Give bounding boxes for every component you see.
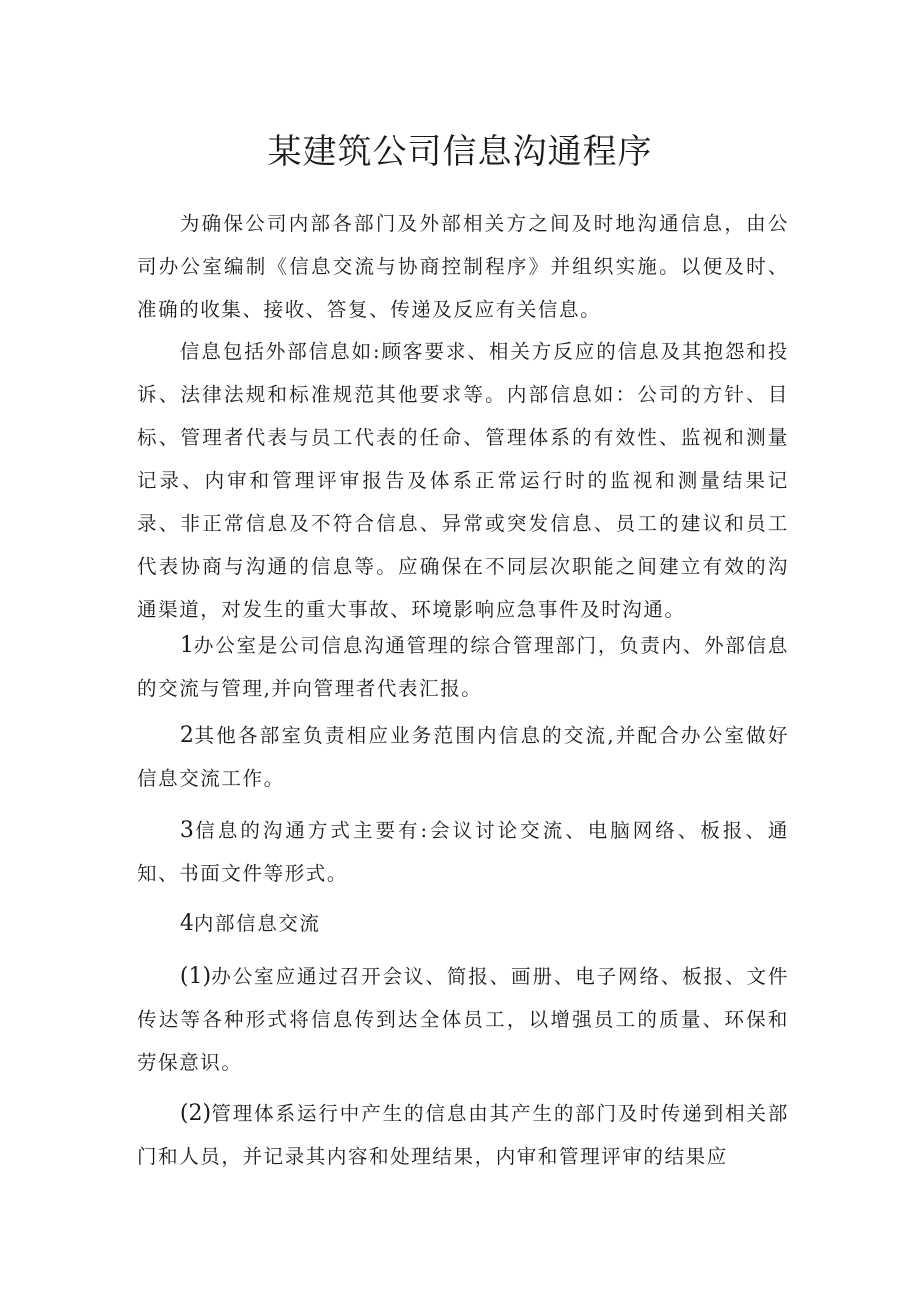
paragraph-text: 为确保公司内部各部门及外部相关方之间及时地沟通信息，由公司办公室编制《信息交流与协商控制程序》并组织实施。以便及时、准确的收集、接收、答复、传递及反应有关信息。 bbox=[137, 212, 789, 321]
item-number: 1 bbox=[179, 633, 194, 658]
item-number: 2 bbox=[179, 723, 194, 748]
paragraph-item-4-1 bbox=[137, 955, 789, 1084]
document-title: 某建筑公司信息沟通程序 bbox=[267, 132, 653, 172]
paragraph-item-3 bbox=[137, 809, 789, 895]
paragraph-purpose bbox=[137, 202, 789, 331]
paragraph-text: 办公室是公司信息沟通管理的综合管理部门，负责内、外部信息的交流与管理,并向管理者代表汇报。 bbox=[137, 634, 789, 700]
paragraph-information-scope bbox=[137, 330, 789, 631]
paragraph-item-4-2 bbox=[137, 1092, 789, 1178]
paragraph-item-2 bbox=[137, 714, 789, 800]
item-number: (1) bbox=[179, 964, 212, 989]
paragraph-item-4 bbox=[137, 902, 789, 945]
paragraph-text: 信息包括外部信息如:顾客要求、相关方反应的信息及其抱怨和投诉、法律法规和标准规范其他要求等。内部信息如：公司的方针、目标、管理者代表与员工代表的任命、管理体系的有效性、监视和测量记录、内审和管理评审报告及体系正常运行时的监视和测量结果记录、非正常信息及不符合信息、异常或突发信息、员工的建议和员工代表协商与沟通的信息等。应确保在不同层次职能之间建立有效的沟通渠道，对发生的重大事故、环境影响应急事件及时沟通。 bbox=[137, 340, 789, 621]
paragraph-text: 内部信息交流 bbox=[193, 912, 321, 935]
paragraph-item-1 bbox=[137, 624, 789, 710]
item-number: 4 bbox=[179, 911, 194, 936]
paragraph-text: 办公室应通过召开会议、简报、画册、电子网络、板报、文件传达等各种形式将信息传到达全体员工，以增强员工的质量、环保和劳保意识。 bbox=[137, 965, 789, 1074]
item-number: (2) bbox=[179, 1101, 212, 1126]
paragraph-text: 信息的沟通方式主要有:会议讨论交流、电脑网络、板报、通知、书面文件等形式。 bbox=[137, 819, 789, 885]
item-number: 3 bbox=[179, 818, 194, 843]
paragraph-text: 其他各部室负责相应业务范围内信息的交流,并配合办公室做好信息交流工作。 bbox=[137, 724, 789, 790]
paragraph-text: 管理体系运行中产生的信息由其产生的部门及时传递到相关部门和人员，并记录其内容和处理结果，内审和管理评审的结果应 bbox=[137, 1102, 789, 1168]
